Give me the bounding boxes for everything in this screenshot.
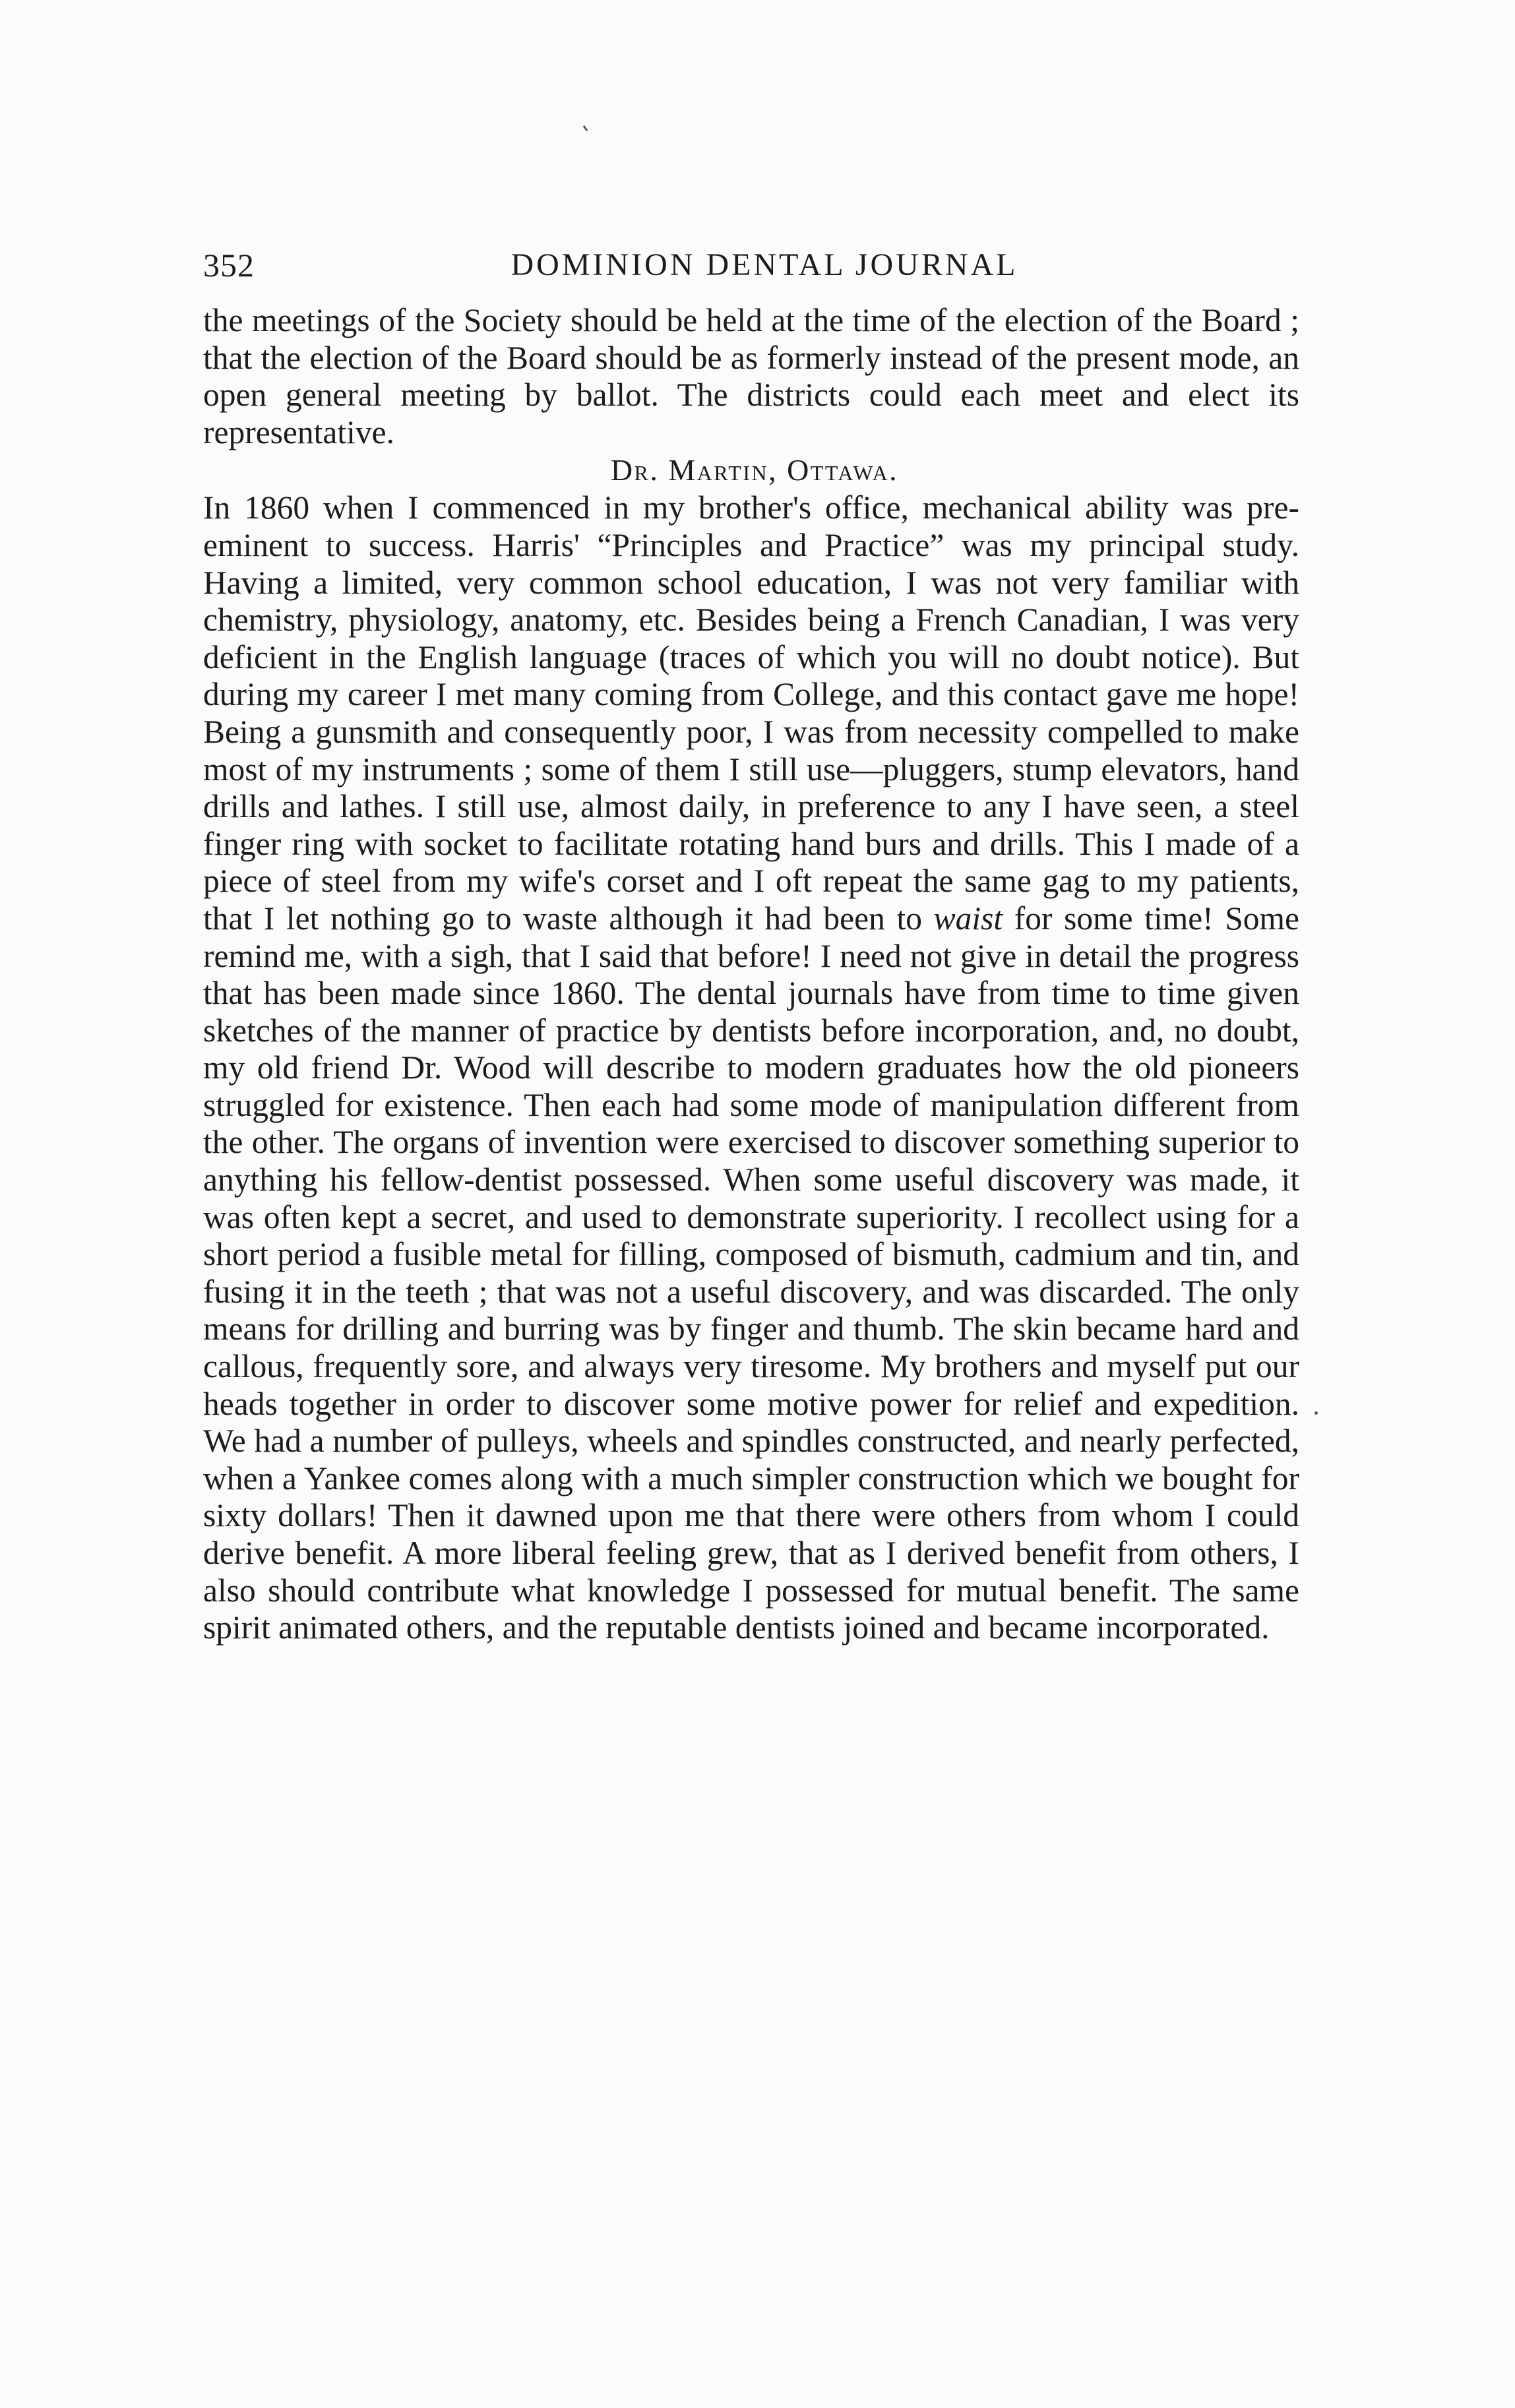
page-number: 352 <box>203 247 255 284</box>
main-paragraph <box>203 489 1299 1646</box>
paper-speck <box>1314 1411 1318 1415</box>
journal-title: DOMINION DENTAL JOURNAL <box>510 247 1018 282</box>
main-paragraph-text-end: for some time! Some remind me, with a sigh, that I said that before! I need not give in detail the progress that has been made since 1860. The dental journals have from time to time given sketches of the manner of practice by dentists before incorporation, and, no doubt, my old friend Dr. Wood will describe to modern graduates how the old pioneers struggled for existence. Then each had some mode of manipulation different from the other. The organs of invention were exercised to discover something superior to anything his fellow-dentist possessed. When some useful discovery was made, it was often kept a secret, and used to demonstrate superiority. I recollect using for a short period a fusible metal for filling, composed of bismuth, cadmium and tin, and fusing it in the teeth ; that was not a useful discovery, and was discarded. The only means for drilling and burring was by finger and thumb. The skin became hard and callous, frequently sore, and always very tiresome. My brothers and myself put our heads together in order to discover some motive power for relief and expedition. We had a number of pulleys, wheels and spindles constructed, and nearly perfected, when a Yankee comes along with a much simpler construction which we bought for sixty dollars! Then it dawned upon me that there were others from whom I could derive benefit. A more liberal feeling grew, that as I derived benefit from others, I also should contribute what knowledge I possessed for mutual benefit. The same spirit animated others, and the reputable dentists joined and became incorporated. <box>203 900 1300 1646</box>
article-body <box>203 302 1299 1647</box>
main-paragraph-text-start: In 1860 when I commenced in my brother's office, mechanical ability was pre-eminent to success. Harris' “Principles and Practice” was my principal study. Having a limited, very common school education, I was not very familiar with chemistry, physiology, anatomy, etc. Besides being a French Canadian, I was very deficient in the English language (traces of which you will no doubt notice). But during my career I met many coming from College, and this contact gave me hope! Being a gunsmith and consequently poor, I was from necessity compelled to make most of my instruments ; some of them I still use—pluggers, stump elevators, hand drills and lathes. I still use, almost daily, in preference to any I have seen, a steel finger ring with socket to facilitate rotating hand burs and drills. This I made of a piece of steel from my wife's corset and I oft repeat the same gag to my patients, that I let nothing go to waste although it had been to <box>203 489 1299 937</box>
section-heading: Dr. Martin, Ottawa. <box>610 453 899 487</box>
italic-word: waist <box>933 900 1003 937</box>
journal-page <box>203 0 1299 2408</box>
running-head <box>203 244 1299 286</box>
continuation-paragraph: the meetings of the Society should be held at the time of the election of the Board ; that the election of the Board should be as formerly instead of the present mode, an open general meeting by ballot. The districts could each meet and elect its representative. <box>203 302 1299 450</box>
